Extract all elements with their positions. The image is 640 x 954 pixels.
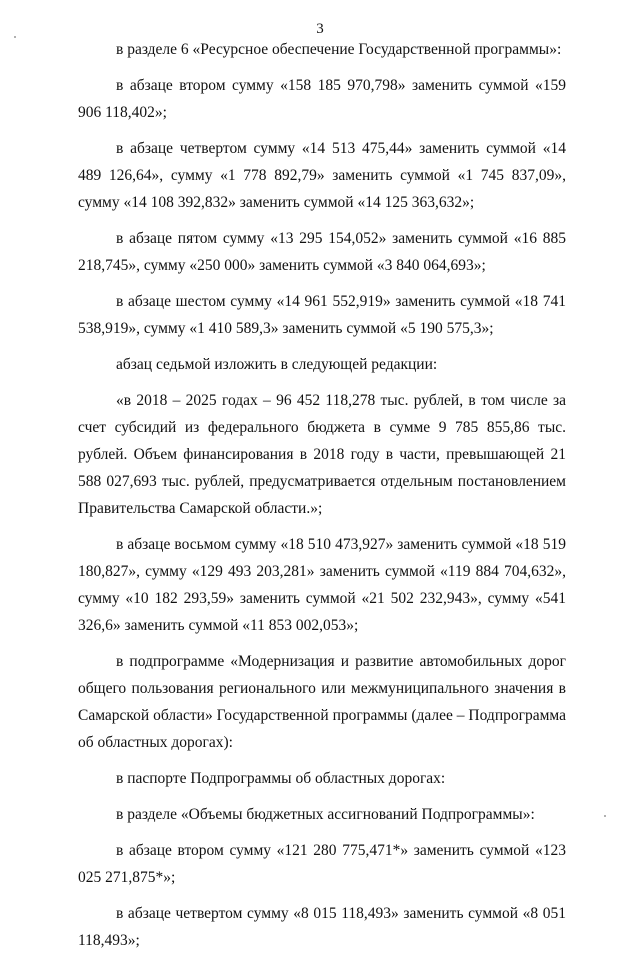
paragraph-amendment: в абзаце пятом сумму «13 295 154,052» заменить суммой «16 885 218,745», сумму «250 000» заменить суммой «3 840 064,693»;	[78, 230, 566, 274]
paragraph-new-wording: «в 2018 – 2025 годах – 96 452 118,278 тыс. рублей, в том числе за счет субсидий из федерального бюджета в сумме 9 785 855,86 тыс. рублей. Объем финансирования в 2018 году в части, превышающей 21 588 027,693 тыс. рублей, предусматривается отдельным постановлением Правительства Самарской области.»;	[78, 392, 566, 517]
paragraph-amendment: в абзаце четвертом сумму «8 015 118,493» заменить суммой «8 051 118,493»;	[78, 905, 566, 949]
page-number: 3	[316, 21, 324, 37]
paragraph-section-budget: в разделе «Объемы бюджетных ассигнований Подпрограммы»:	[116, 806, 535, 823]
paragraph-amendment: в абзаце четвертом сумму «14 513 475,44» заменить суммой «14 489 126,64», сумму «1 778 892,79» заменить суммой «1 745 837,09», сумму «14 108 392,832» заменить суммой «14 125 363,632»;	[78, 140, 566, 211]
paragraph-amendment: в абзаце восьмом сумму «18 510 473,927» заменить суммой «18 519 180,827», сумму «129 493 203,281» заменить суммой «119 884 704,632», сумму «10 182 293,59» заменить суммой «21 502 232,943», сумму «541 326,6» заменить суммой «11 853 002,053»;	[78, 536, 566, 634]
paragraph-section-6: в разделе 6 «Ресурсное обеспечение Государственной программы»:	[116, 41, 562, 58]
paragraph-amendment: в абзаце втором сумму «121 280 775,471*» заменить суммой «123 025 271,875*»;	[78, 842, 566, 886]
paragraph-amendment: в абзаце шестом сумму «14 961 552,919» заменить суммой «18 741 538,919», сумму «1 410 589,3» заменить суммой «5 190 575,3»;	[78, 293, 566, 337]
paragraph-passport: в паспорте Подпрограммы об областных дорогах:	[116, 770, 446, 787]
paragraph-amendment: в абзаце втором сумму «158 185 970,798» заменить суммой «159 906 118,402»;	[78, 77, 566, 121]
paragraph-subprogram: в подпрограмме «Модернизация и развитие автомобильных дорог общего пользования регионального или межмуниципального значения в Самарской области» Государственной программы (далее – Подпрограмма об областных дорогах):	[78, 653, 566, 751]
scan-speck	[14, 36, 16, 38]
document-body	[78, 36, 566, 954]
paragraph-new-wording-intro: абзац седьмой изложить в следующей редакции:	[116, 356, 438, 373]
scan-speck	[604, 815, 606, 817]
